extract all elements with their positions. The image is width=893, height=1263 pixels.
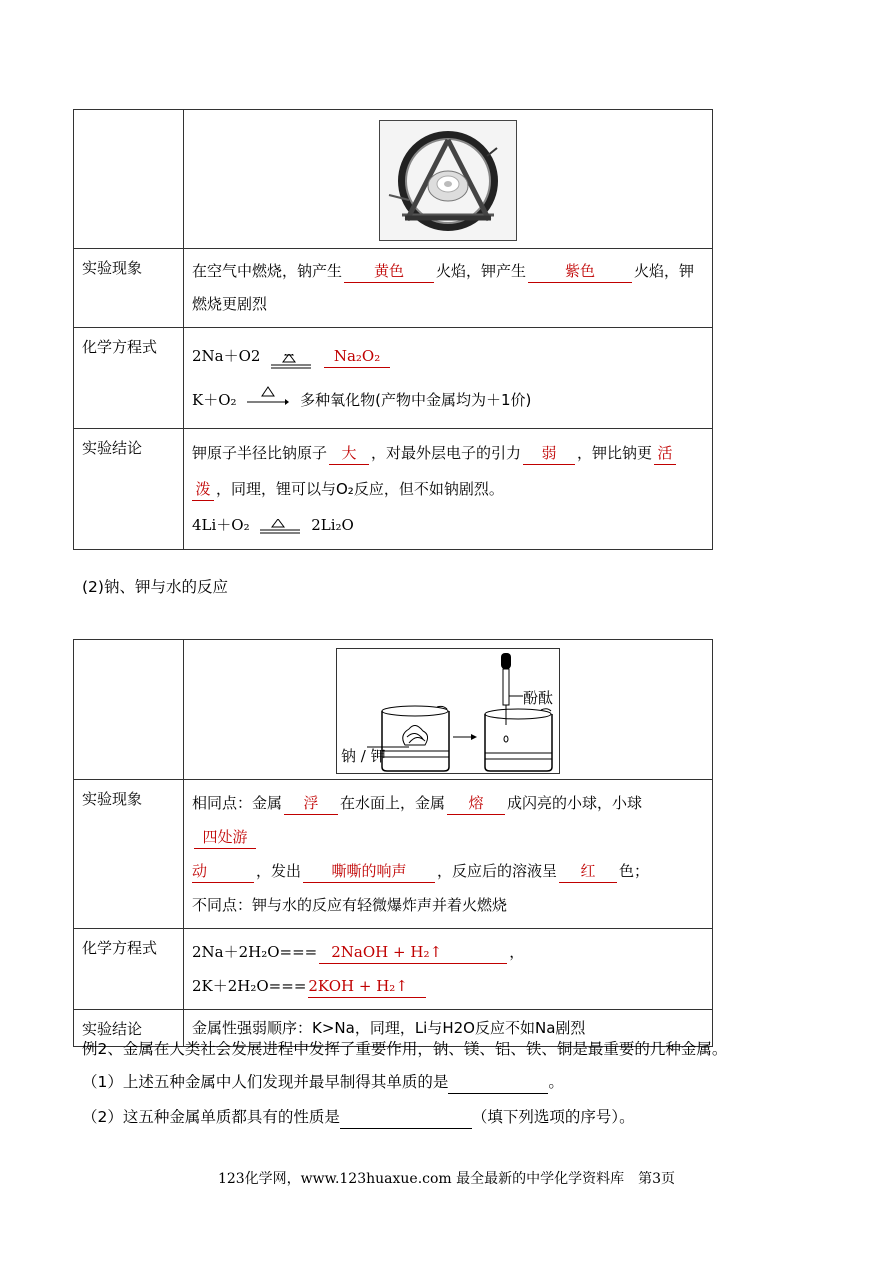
conclusion-cell (184, 429, 713, 550)
answer-red: 红 (559, 860, 617, 883)
answer-active-2: 泼 (192, 478, 214, 501)
text: （2）这五种金属单质都具有的性质是 (82, 1108, 340, 1126)
text: 火焰，钾 (634, 262, 695, 280)
text: 不同点：钾与水的反应有轻微爆炸声并着火燃烧 (192, 896, 508, 914)
row-label: 化学方程式 (74, 328, 184, 429)
text: 火焰，钾产生 (436, 262, 527, 280)
answer-float: 浮 (284, 792, 338, 815)
row-label: 实验结论 (74, 1010, 184, 1047)
heat-arrow (247, 394, 289, 408)
equation-2-left: K＋O₂ (192, 391, 237, 409)
blank-answer-1[interactable] (448, 1071, 548, 1094)
answer-hiss: 嘶嘶的响声 (303, 860, 435, 883)
equation-2-right: 多种氧化物(产物中金属均为＋1价) (300, 391, 532, 409)
figure-cell (184, 110, 713, 249)
answer-weak: 弱 (523, 442, 575, 465)
equation-li-left: 4Li＋O₂ (192, 516, 250, 534)
answer-active-1: 活 (654, 442, 676, 465)
phenomenon-cell (184, 249, 713, 328)
row-label: 实验现象 (74, 780, 184, 929)
text: 色； (619, 862, 650, 880)
empty-header-cell (74, 110, 184, 249)
text: 在空气中燃烧，钠产生 (192, 262, 343, 280)
beaker-figure (336, 648, 560, 774)
burning-crucible-figure (379, 120, 517, 241)
equation-1-left: 2Na＋O2 (192, 347, 261, 365)
equation-cell (184, 328, 713, 429)
text: 钾原子半径比钠原子 (192, 444, 328, 462)
heat-equals-sign (260, 516, 300, 536)
answer-purple: 紫色 (528, 260, 632, 283)
answer-koh: 2KOH + H₂↑ (308, 975, 426, 998)
answer-swim-2: 动 (192, 860, 254, 883)
text: 在水面上，金属 (340, 794, 446, 812)
text: ， (509, 943, 525, 961)
table-sodium-potassium-oxygen (73, 109, 713, 550)
text: 燃烧更剧烈 (192, 295, 268, 313)
table-sodium-potassium-water (73, 639, 713, 1047)
text: 相同点：金属 (192, 794, 283, 812)
answer-naoh: 2NaOH + H₂↑ (319, 941, 507, 964)
example-question-2 (82, 1105, 635, 1129)
text: 。 (548, 1073, 564, 1091)
text: ，对最外层电子的引力 (371, 444, 522, 462)
text: （1）上述五种金属中人们发现并最早制得其单质的是 (82, 1073, 449, 1091)
answer-melt: 熔 (447, 792, 505, 815)
equation-k-left: 2K＋2H₂O=== (192, 977, 307, 995)
text: 金属性强弱顺序：K>Na，同理，Li与H2O反应不如Na剧烈 (192, 1019, 586, 1037)
text: ，同理，锂可以与O₂反应，但不如钠剧烈。 (216, 480, 504, 498)
figure-cell (184, 640, 713, 780)
equation-na-left: 2Na＋2H₂O=== (192, 943, 318, 961)
answer-large: 大 (329, 442, 369, 465)
phenomenon-cell (184, 780, 713, 929)
label-sodium-potassium: 钠 / 钾 (341, 747, 386, 765)
label-phenolphthalein: 酚酞 (523, 689, 554, 707)
empty-header-cell (74, 640, 184, 780)
equation-li-right: 2Li₂O (311, 516, 354, 534)
answer-swim-1: 四处游 (194, 826, 256, 849)
text: 成闪亮的小球，小球 (507, 794, 643, 812)
row-label: 化学方程式 (74, 929, 184, 1010)
example-intro: 例2、金属在人类社会发展进程中发挥了重要作用，钠、镁、铝、铁、铜是最重要的几种金属。 (82, 1040, 728, 1058)
text: ，钾比钠更 (577, 444, 653, 462)
example-question-1 (82, 1070, 564, 1094)
text: ，发出 (256, 862, 302, 880)
answer-yellow: 黄色 (344, 260, 434, 283)
text: ，反应后的溶液呈 (437, 862, 558, 880)
row-label: 实验结论 (74, 429, 184, 550)
heat-equals-sign (271, 347, 311, 367)
answer-na2o2: Na₂O₂ (324, 345, 390, 368)
row-label: 实验现象 (74, 249, 184, 328)
blank-answer-2[interactable] (340, 1106, 472, 1129)
section-2-title: (2)钠、钾与水的反应 (82, 578, 228, 596)
equation-cell (184, 929, 713, 1010)
page-footer: 123化学网，www.123huaxue.com 最全最新的中学化学资料库 第3页 (217, 1171, 676, 1187)
text: （填下列选项的序号）。 (471, 1108, 635, 1126)
